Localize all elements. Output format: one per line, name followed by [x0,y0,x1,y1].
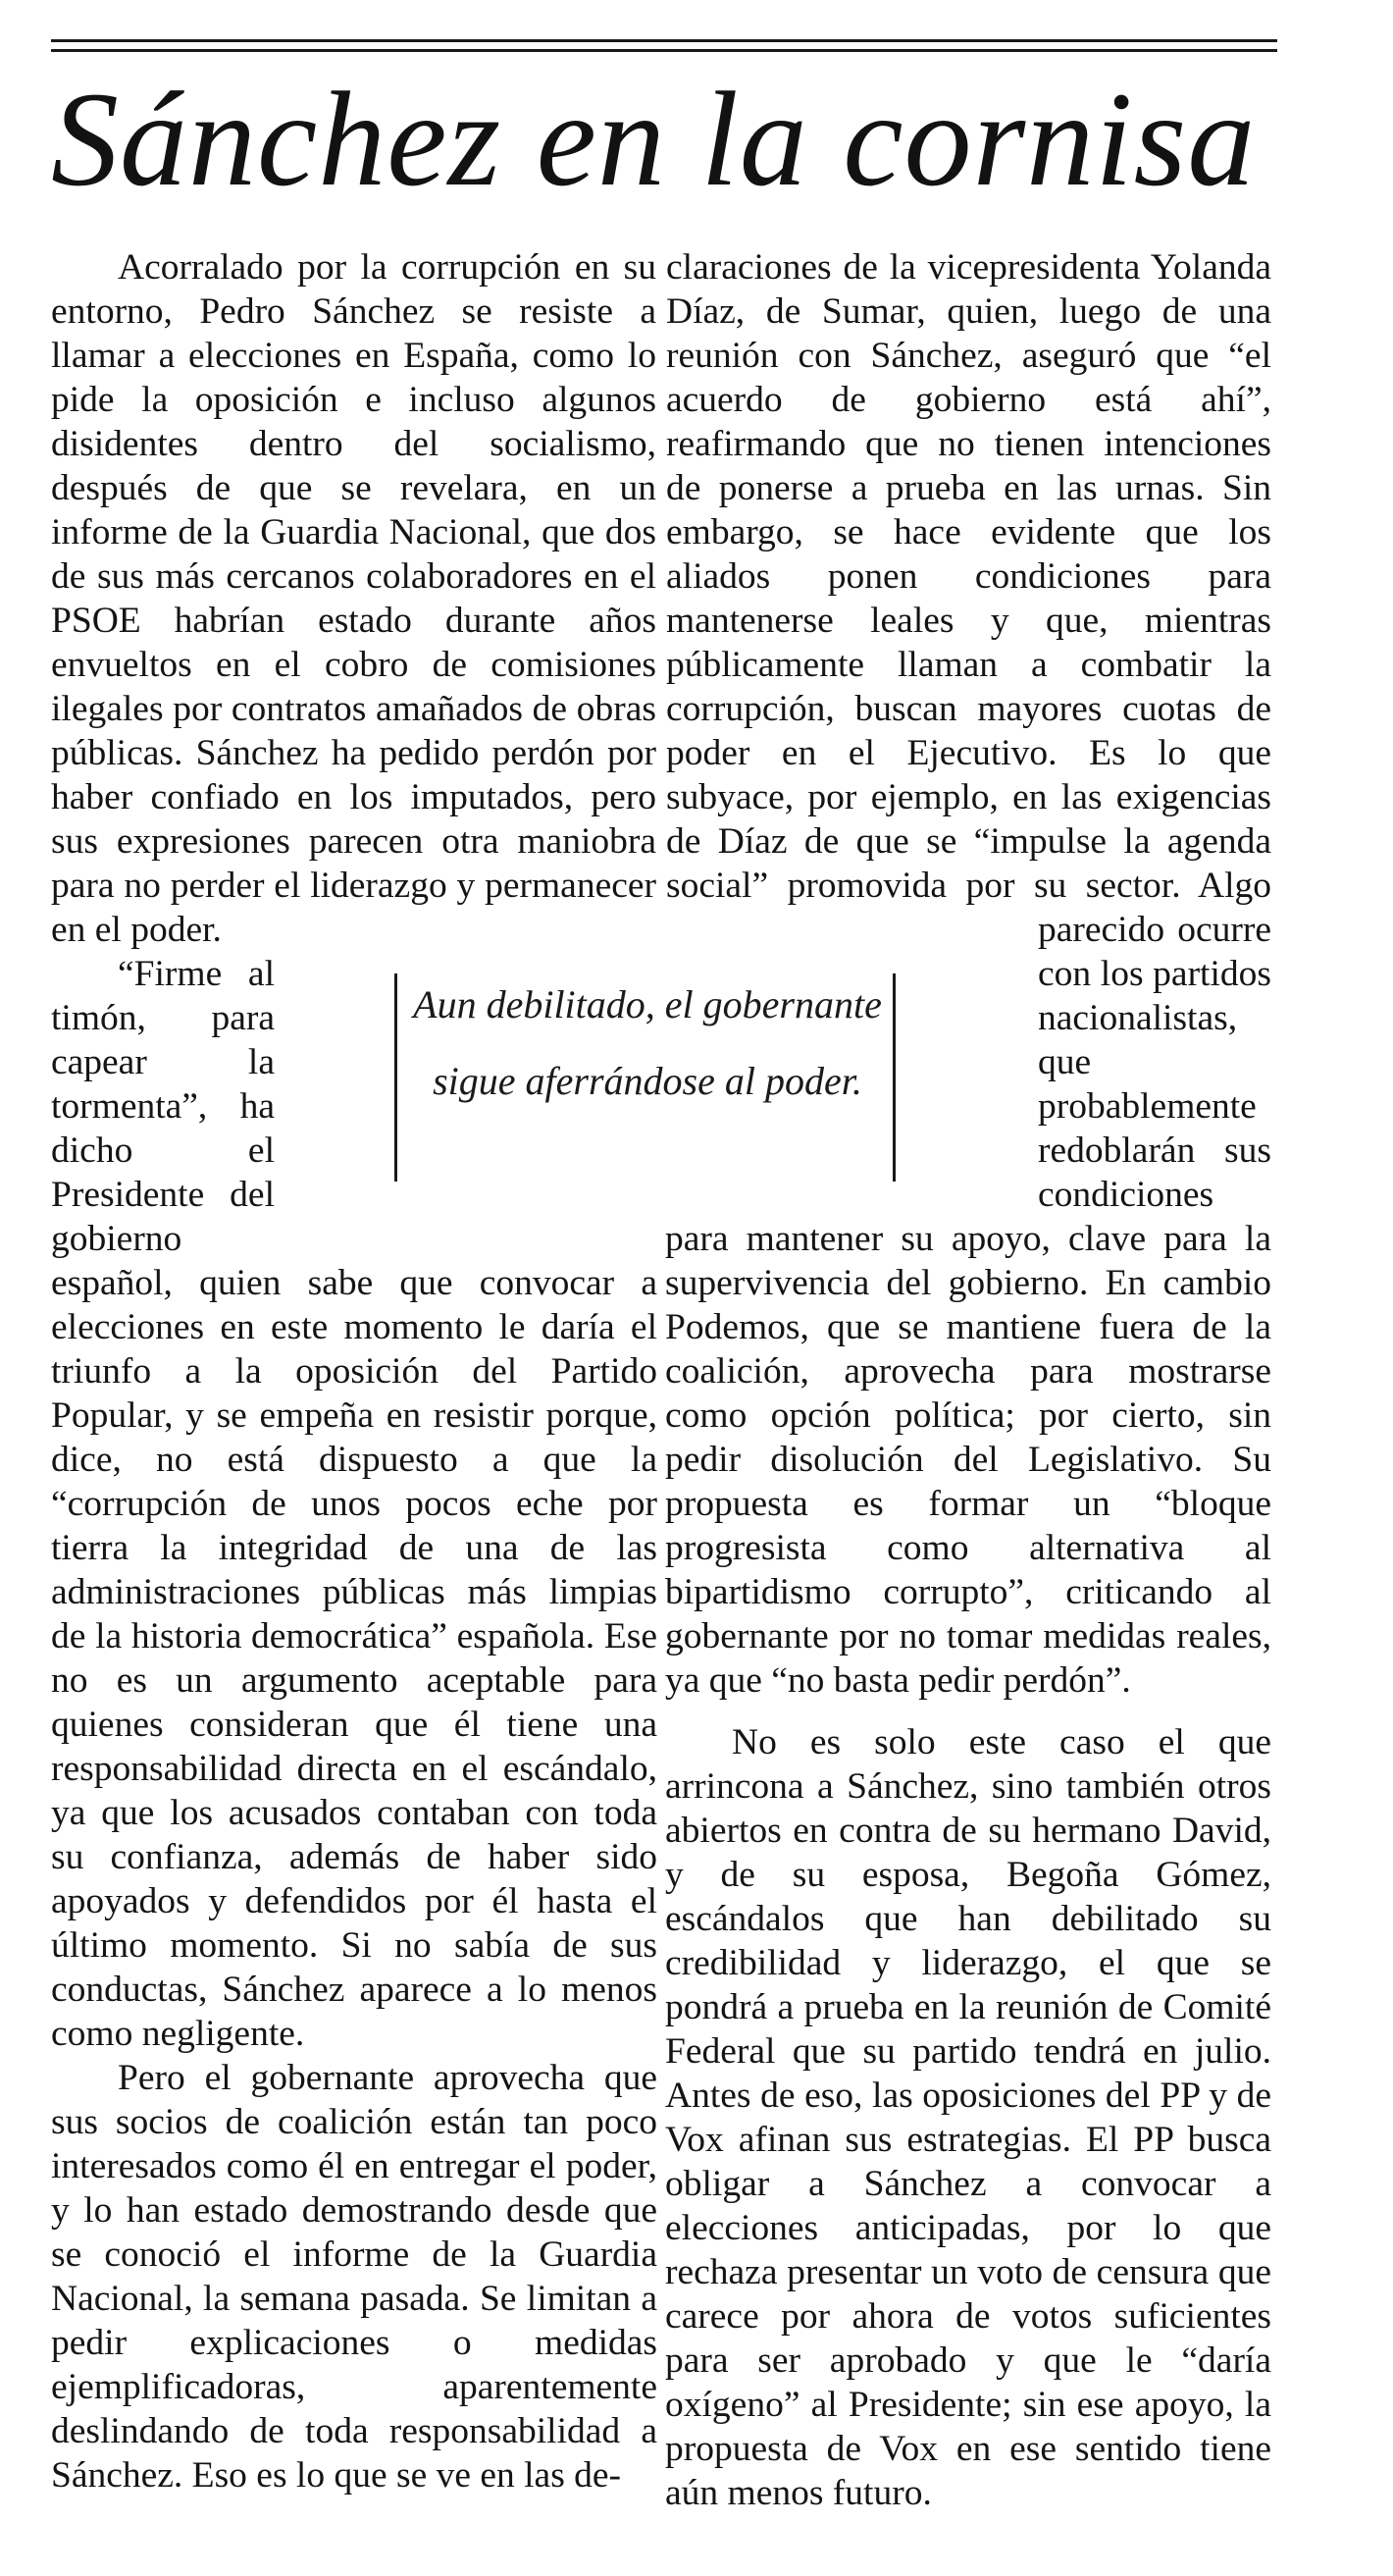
article-paragraph: Pero el gobernante aprovecha que sus socios de coalición están tan poco interesados como él en entregar el poder, y lo han estado demostrando desde que se conoció el informe de la Guardia Nacional, la semana pasada. Se limitan a pedir explicaciones o medidas ejemplificadoras, aparentemente deslindando de toda responsabilidad a Sánchez. Eso es lo que se ve en las de- [51,2058,657,2496]
top-rule-secondary [51,49,1277,52]
pull-quote: Aun debilitado, el gobernante sigue aferrándose al poder. [413,982,882,1103]
article-paragraph: claraciones de la vicepresidenta Yolanda Díaz, de Sumar, quien, luego de una reunión con Sánchez, aseguró que “el acuerdo de gobierno está ahí”, reafirmando que no tienen intenciones de ponerse a prueba en las urnas. Sin embargo, se hace evidente que los aliados ponen condiciones para mantenerse leales y que, mientras públicamente llaman a combatir la corrupción, buscan mayores cuotas de poder en el Ejecutivo. Es lo que subyace, por ejemplo, en las exigencias de Díaz de que se “impulse la agenda social” promovida por su sector. Algo parecido ocurre con los partidos nacionalistas, que probablemente redoblarán sus condiciones para mantener su apoyo, clave para la supervivencia del gobierno. En cambio Podemos, que se mantiene fuera de la coalición, aprovecha para mostrarse como opción política; por cierto, sin pedir disolución del Legislativo. Su propuesta es formar un “bloque progresista como alternativa al bipartidismo corrupto”, criticando al gobernante por no tomar medidas reales, ya que “no basta pedir perdón”. [665,247,1271,1701]
pullquote-divider-left [394,973,397,1182]
article-headline: Sánchez en la cornisa [51,64,1257,214]
article-paragraph: No es solo este caso el que arrincona a Sánchez, sino también otros abiertos en contra de su hermano David, y de su esposa, Begoña Gómez, escándalos que han debilitado su credibilidad y liderazgo, el que se pondrá a prueba en la reunión de Comité Federal que su partido tendrá en julio. Antes de eso, las oposiciones del PP y de Vox afinan sus estrategias. El PP busca obligar a Sánchez a convocar a elecciones anticipadas, por lo que rechaza presentar un voto de censura que carece por ahora de votos suficientes para ser aprobado y que le “daría oxígeno” al Presidente; sin ese apoyo, la propuesta de Vox en ese sentido tiene aún menos futuro. [665,1722,1271,2513]
article-column-left [51,245,657,2542]
article-paragraph: Acorralado por la corrupción en su entorno, Pedro Sánchez se resiste a llamar a elecciones en España, como lo pide la oposición e incluso algunos disidentes dentro del socialismo, después de que se revelara, en un informe de la Guardia Nacional, que dos de sus más cercanos colaboradores en el PSOE habrían estado durante años envueltos en el cobro de comisiones ilegales por contratos amañados de obras públicas. Sánchez ha pedido perdón por haber confiado en los imputados, pero sus expresiones parecen otra maniobra para no perder el liderazgo y permanecer en el poder. [51,247,656,950]
pullquote-divider-right [893,973,896,1182]
top-rule [51,39,1277,42]
article-column-right [665,245,1271,2542]
article-paragraph: “Firme al timón, para capear la tormenta”, ha dicho el Presidente del gobierno español, quien sabe que convocar a elecciones en este momento le daría el triunfo a la oposición del Partido Popular, y se empeña en resistir porque, dice, no está dispuesto a que la “corrupción de unos pocos eche por tierra la integridad de una de las administraciones públicas más limpias de la historia democrática” española. Ese no es un argumento aceptable para quienes consideran que él tiene una responsabilidad directa en el escándalo, ya que los acusados contaban con toda su confianza, además de haber sido apoyados y defendidos por él hasta el último momento. Si no sabía de sus conductas, Sánchez aparece a lo menos como negligente. [51,954,657,2054]
